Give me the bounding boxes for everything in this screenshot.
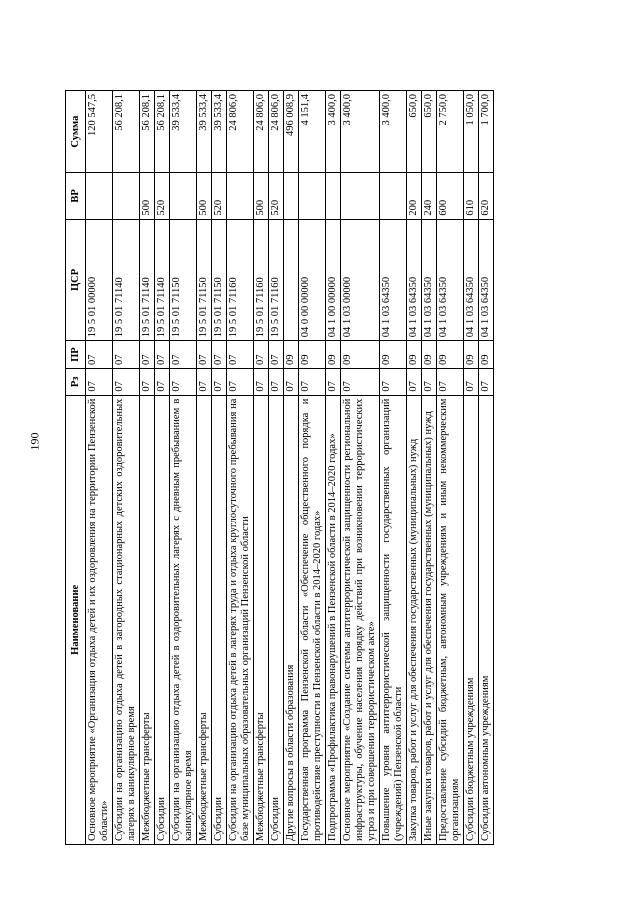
table-row bbox=[326, 91, 341, 845]
cell-vr: 520 bbox=[155, 173, 170, 219]
cell-csr: 04 1 03 64350 bbox=[437, 219, 464, 341]
cell-rz: 07 bbox=[212, 369, 227, 396]
cell-rz: 07 bbox=[284, 369, 299, 396]
cell-vr bbox=[227, 173, 254, 219]
cell-rz: 07 bbox=[86, 369, 113, 396]
cell-vr: 620 bbox=[479, 173, 494, 219]
cell-pr: 09 bbox=[380, 341, 407, 369]
cell-vr bbox=[86, 173, 113, 219]
cell-name: Субсидии bbox=[155, 395, 170, 844]
cell-csr: 19 5 01 71160 bbox=[254, 219, 269, 341]
cell-name: Субсидии автономным учреждениям bbox=[479, 395, 494, 844]
header-sum: Сумма bbox=[66, 91, 86, 173]
cell-sum: 39 533,4 bbox=[170, 91, 197, 173]
cell-pr: 07 bbox=[212, 341, 227, 369]
cell-sum: 4 151,4 bbox=[299, 91, 326, 173]
cell-vr bbox=[113, 173, 140, 219]
cell-csr: 04 1 03 00000 bbox=[341, 219, 380, 341]
cell-name: Субсидии bbox=[212, 395, 227, 844]
cell-sum: 1 700,0 bbox=[479, 91, 494, 173]
table-row bbox=[197, 91, 212, 845]
cell-pr: 09 bbox=[422, 341, 437, 369]
cell-rz: 07 bbox=[140, 369, 155, 396]
cell-csr: 04 0 00 00000 bbox=[299, 219, 326, 341]
table-row bbox=[479, 91, 494, 845]
cell-pr: 09 bbox=[341, 341, 380, 369]
cell-pr: 07 bbox=[140, 341, 155, 369]
cell-sum: 39 533,4 bbox=[212, 91, 227, 173]
cell-rz: 07 bbox=[380, 369, 407, 396]
cell-vr: 200 bbox=[407, 173, 422, 219]
table-row bbox=[227, 91, 254, 845]
cell-csr: 19 5 01 71160 bbox=[227, 219, 254, 341]
cell-csr: 04 1 00 00000 bbox=[326, 219, 341, 341]
cell-pr: 07 bbox=[155, 341, 170, 369]
cell-rz: 07 bbox=[170, 369, 197, 396]
cell-rz: 07 bbox=[326, 369, 341, 396]
cell-pr: 09 bbox=[326, 341, 341, 369]
cell-csr: 19 5 01 71160 bbox=[269, 219, 284, 341]
cell-csr: 19 5 01 71150 bbox=[170, 219, 197, 341]
cell-vr: 600 bbox=[437, 173, 464, 219]
cell-vr bbox=[170, 173, 197, 219]
cell-rz: 07 bbox=[254, 369, 269, 396]
cell-sum: 56 208,1 bbox=[113, 91, 140, 173]
cell-rz: 07 bbox=[341, 369, 380, 396]
cell-name: Закупка товаров, работ и услуг для обеспечения государственных (муниципальных) нужд bbox=[407, 395, 422, 844]
cell-name: Межбюджетные трансферты bbox=[140, 395, 155, 844]
table-row bbox=[86, 91, 113, 845]
cell-vr: 520 bbox=[269, 173, 284, 219]
cell-sum: 1 050,0 bbox=[464, 91, 479, 173]
cell-vr: 240 bbox=[422, 173, 437, 219]
cell-vr: 610 bbox=[464, 173, 479, 219]
cell-sum: 650,0 bbox=[422, 91, 437, 173]
cell-pr: 07 bbox=[86, 341, 113, 369]
cell-vr bbox=[341, 173, 380, 219]
cell-csr: 19 5 01 00000 bbox=[86, 219, 113, 341]
cell-name: Субсидии на организацию отдыха детей в лагерях труда и отдыха круглосуточного пребывания на базе муниципальных образовательных организаций Пензенской области bbox=[227, 395, 254, 844]
cell-pr: 07 bbox=[170, 341, 197, 369]
budget-table bbox=[65, 90, 494, 845]
cell-sum: 120 547,5 bbox=[86, 91, 113, 173]
cell-vr bbox=[380, 173, 407, 219]
table-row bbox=[212, 91, 227, 845]
cell-csr: 04 1 03 64350 bbox=[479, 219, 494, 341]
table-row bbox=[170, 91, 197, 845]
cell-vr: 500 bbox=[254, 173, 269, 219]
table-row bbox=[407, 91, 422, 845]
cell-name: Субсидии бюджетным учреждениям bbox=[464, 395, 479, 844]
table-row bbox=[464, 91, 479, 845]
cell-rz: 07 bbox=[422, 369, 437, 396]
cell-sum: 3 400,0 bbox=[341, 91, 380, 173]
cell-name: Подпрограмма «Профилактика правонарушений в Пензенской области в 2014–2020 годах» bbox=[326, 395, 341, 844]
cell-sum: 39 533,4 bbox=[197, 91, 212, 173]
cell-vr bbox=[284, 173, 299, 219]
header-name: Наименование bbox=[66, 395, 86, 844]
cell-name: Основное мероприятие «Создание системы антитеррористической защищенности региональной инфраструктуры, обучение населения порядку действий при возникновении террористических угроз и при совершении террористическом акте» bbox=[341, 395, 380, 844]
table-row bbox=[155, 91, 170, 845]
cell-pr: 09 bbox=[479, 341, 494, 369]
cell-name: Межбюджетные трансферты bbox=[254, 395, 269, 844]
cell-csr: 19 5 01 71150 bbox=[197, 219, 212, 341]
cell-name: Предоставление субсидий бюджетным, автономным учреждениям и иным некоммерческим организациям bbox=[437, 395, 464, 844]
cell-pr: 07 bbox=[227, 341, 254, 369]
cell-name: Другие вопросы в области образования bbox=[284, 395, 299, 844]
header-vr: ВР bbox=[66, 173, 86, 219]
table-row bbox=[341, 91, 380, 845]
table-row bbox=[140, 91, 155, 845]
table-row bbox=[269, 91, 284, 845]
cell-rz: 07 bbox=[299, 369, 326, 396]
table-row bbox=[380, 91, 407, 845]
header-pr: ПР bbox=[66, 341, 86, 369]
cell-pr: 07 bbox=[269, 341, 284, 369]
cell-sum: 24 806,0 bbox=[254, 91, 269, 173]
cell-rz: 07 bbox=[479, 369, 494, 396]
cell-vr bbox=[299, 173, 326, 219]
cell-rz: 07 bbox=[464, 369, 479, 396]
cell-rz: 07 bbox=[113, 369, 140, 396]
cell-sum: 3 400,0 bbox=[380, 91, 407, 173]
table-row bbox=[437, 91, 464, 845]
table-row bbox=[284, 91, 299, 845]
cell-csr: 04 1 03 64350 bbox=[380, 219, 407, 341]
cell-pr: 07 bbox=[197, 341, 212, 369]
cell-csr: 04 1 03 64350 bbox=[422, 219, 437, 341]
page-number: 190 bbox=[27, 432, 42, 451]
cell-sum: 24 806,0 bbox=[227, 91, 254, 173]
cell-rz: 07 bbox=[155, 369, 170, 396]
cell-vr: 500 bbox=[197, 173, 212, 219]
table-row bbox=[254, 91, 269, 845]
cell-name: Субсидии на организацию отдыха детей в загородных стационарных детских оздоровительных лагерях в каникулярное время bbox=[113, 395, 140, 844]
cell-csr: 19 5 01 71150 bbox=[212, 219, 227, 341]
cell-rz: 07 bbox=[407, 369, 422, 396]
cell-sum: 3 400,0 bbox=[326, 91, 341, 173]
cell-pr: 07 bbox=[254, 341, 269, 369]
cell-rz: 07 bbox=[197, 369, 212, 396]
cell-rz: 07 bbox=[227, 369, 254, 396]
cell-csr bbox=[284, 219, 299, 341]
cell-sum: 496 008,9 bbox=[284, 91, 299, 173]
cell-name: Межбюджетные трансферты bbox=[197, 395, 212, 844]
table-row bbox=[422, 91, 437, 845]
cell-rz: 07 bbox=[437, 369, 464, 396]
cell-csr: 19 5 01 71140 bbox=[113, 219, 140, 341]
cell-sum: 56 208,1 bbox=[140, 91, 155, 173]
cell-name: Субсидии на организацию отдыха детей в оздоровительных лагерях с дневным пребыванием в каникулярное время bbox=[170, 395, 197, 844]
cell-vr: 520 bbox=[212, 173, 227, 219]
table-header-row bbox=[66, 91, 86, 845]
header-csr: ЦСР bbox=[66, 219, 86, 341]
cell-pr: 09 bbox=[464, 341, 479, 369]
cell-pr: 07 bbox=[113, 341, 140, 369]
cell-csr: 04 1 03 64350 bbox=[407, 219, 422, 341]
cell-sum: 56 208,1 bbox=[155, 91, 170, 173]
cell-pr: 09 bbox=[299, 341, 326, 369]
cell-pr: 09 bbox=[407, 341, 422, 369]
cell-sum: 2 750,0 bbox=[437, 91, 464, 173]
cell-name: Государственная программа Пензенской области «Обеспечение общественного порядка и противодействие преступности в Пензенской области в 2014–2020 годах» bbox=[299, 395, 326, 844]
cell-sum: 650,0 bbox=[407, 91, 422, 173]
cell-pr: 09 bbox=[437, 341, 464, 369]
cell-rz: 07 bbox=[269, 369, 284, 396]
table-row bbox=[113, 91, 140, 845]
cell-name: Повышение уровня антитеррористической защищенности государственных организаций (учреждений) Пензенской области bbox=[380, 395, 407, 844]
cell-csr: 19 5 01 71140 bbox=[155, 219, 170, 341]
table-row bbox=[299, 91, 326, 845]
cell-vr bbox=[326, 173, 341, 219]
cell-csr: 04 1 03 64350 bbox=[464, 219, 479, 341]
cell-name: Субсидии bbox=[269, 395, 284, 844]
rotated-table-container bbox=[65, 90, 580, 845]
cell-vr: 500 bbox=[140, 173, 155, 219]
cell-sum: 24 806,0 bbox=[269, 91, 284, 173]
cell-pr: 09 bbox=[284, 341, 299, 369]
cell-csr: 19 5 01 71140 bbox=[140, 219, 155, 341]
cell-name: Основное мероприятие «Организация отдыха детей и их оздоровления на территории Пензенской области» bbox=[86, 395, 113, 844]
cell-name: Иные закупки товаров, работ и услуг для обеспечения государственных (муниципальных) нужд bbox=[422, 395, 437, 844]
header-rz: Рз bbox=[66, 369, 86, 396]
